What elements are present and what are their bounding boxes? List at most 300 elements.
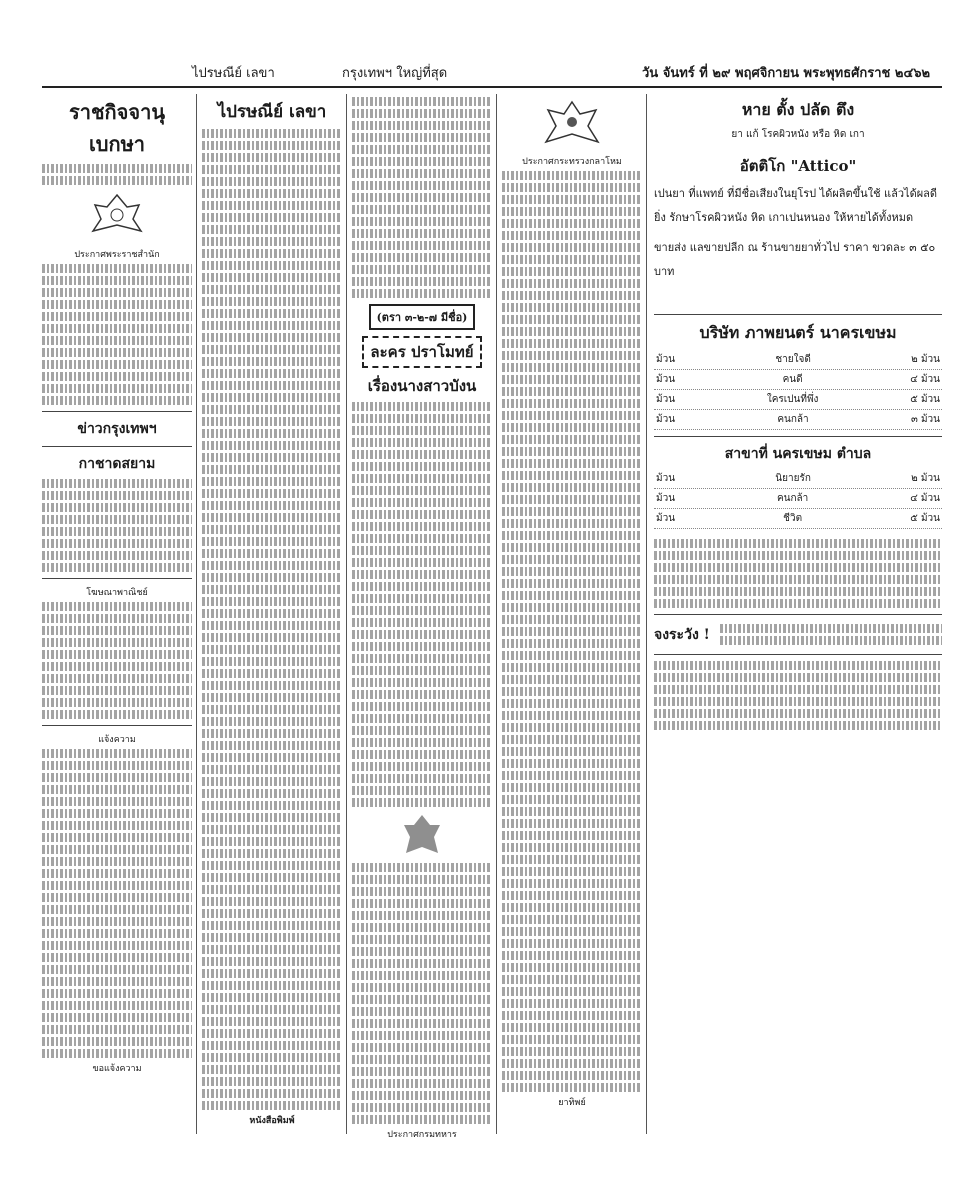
text-line [502, 603, 642, 612]
text-line [502, 519, 642, 528]
text-line [202, 705, 342, 714]
film-row: ม้วน คนกล้า ๓ ม้วน [654, 410, 942, 430]
text-line [202, 1029, 342, 1038]
text-line [352, 947, 492, 956]
page-header [42, 54, 942, 88]
text-line [42, 941, 192, 950]
text-line [352, 690, 492, 699]
text-line [502, 1071, 642, 1080]
text-line [352, 546, 492, 555]
text-line [352, 402, 492, 411]
crest-icon [400, 813, 444, 857]
text-line [352, 762, 492, 771]
masthead: ราชกิจจานุเบกษา [69, 100, 165, 156]
column-4-title: ประกาศกระทรวงกลาโหม [522, 157, 622, 167]
text-line [202, 801, 342, 810]
text-line [502, 891, 642, 900]
text-line [352, 1103, 492, 1112]
text-line [352, 594, 492, 603]
film-row: ม้วน นิยายรัก ๒ ม้วน [654, 469, 942, 489]
text-line [352, 510, 492, 519]
text-line [202, 237, 342, 246]
text-line [502, 483, 642, 492]
text-line [42, 809, 192, 818]
column-1-footer: ขอแจ้งความ [92, 1064, 142, 1074]
text-line [42, 686, 192, 695]
text-line [202, 1053, 342, 1062]
text-line [502, 435, 642, 444]
text-line [352, 642, 492, 651]
text-line [502, 807, 642, 816]
text-line [502, 411, 642, 420]
column-divider [346, 94, 347, 1134]
text-line [654, 575, 942, 584]
column-1 [42, 94, 192, 1134]
text-line [502, 291, 642, 300]
text-line [502, 459, 642, 468]
text-line [502, 711, 642, 720]
text-line [202, 885, 342, 894]
text-line [502, 579, 642, 588]
text-line [202, 609, 342, 618]
text-line [352, 863, 492, 872]
ad-subtitle: ยา แก้ โรคผิวหนัง หรือ หิด เกา [731, 129, 865, 140]
text-line [654, 697, 942, 706]
text-line [352, 289, 492, 298]
text-line [502, 303, 642, 312]
text-line [202, 165, 342, 174]
ad-product-title: อัตติโก "Attico" [739, 157, 857, 175]
text-line [352, 959, 492, 968]
text-line [42, 614, 192, 623]
text-line [42, 264, 192, 273]
text-line [352, 971, 492, 980]
section-royal-notice: ประกาศพระราชสำนัก [74, 250, 160, 260]
text-line [42, 1049, 192, 1058]
text-line [352, 121, 492, 130]
text-line [42, 881, 192, 890]
section-notice: แจ้งความ [98, 735, 136, 745]
text-line [352, 1043, 492, 1052]
price-box: (ตรา ๓-๒-๗ มีชื่อ) [369, 304, 476, 330]
text-line [352, 630, 492, 639]
text-line [352, 241, 492, 250]
text-line [202, 345, 342, 354]
text-line [42, 491, 192, 500]
text-line [202, 969, 342, 978]
text-line [42, 539, 192, 548]
text-line [202, 1017, 342, 1026]
text-line [352, 462, 492, 471]
text-line [654, 563, 942, 572]
text-line [42, 372, 192, 381]
text-line [352, 774, 492, 783]
text-line [42, 917, 192, 926]
text-line [502, 639, 642, 648]
text-line [202, 1065, 342, 1074]
text-line [202, 585, 342, 594]
text-line [352, 1067, 492, 1076]
text-line [202, 561, 342, 570]
text-line [654, 721, 942, 730]
text-line [202, 249, 342, 258]
text-line [502, 423, 642, 432]
text-line [42, 396, 192, 405]
text-line [352, 558, 492, 567]
text-line [202, 729, 342, 738]
text-line [202, 945, 342, 954]
text-line [502, 387, 642, 396]
text-line [502, 903, 642, 912]
text-line [202, 957, 342, 966]
text-line [202, 513, 342, 522]
text-line [202, 873, 342, 882]
text-line [42, 602, 192, 611]
text-line [202, 261, 342, 270]
text-line [202, 981, 342, 990]
text-line [202, 189, 342, 198]
text-line [502, 447, 642, 456]
text-line [502, 651, 642, 660]
text-line [654, 599, 942, 608]
text-line [202, 309, 342, 318]
text-line [42, 384, 192, 393]
text-line [502, 687, 642, 696]
text-line [42, 360, 192, 369]
text-line [502, 627, 642, 636]
text-line [42, 905, 192, 914]
text-line [42, 953, 192, 962]
text-line [42, 563, 192, 572]
text-line [42, 674, 192, 683]
text-line [352, 145, 492, 154]
text-line [202, 993, 342, 1002]
text-line [502, 339, 642, 348]
text-line [352, 1019, 492, 1028]
text-line [352, 738, 492, 747]
text-line [202, 717, 342, 726]
text-line [202, 357, 342, 366]
text-line [42, 710, 192, 719]
text-line [352, 714, 492, 723]
text-line [202, 657, 342, 666]
text-line [352, 798, 492, 807]
text-line [202, 741, 342, 750]
branch-title: สาขาที่ นครเขษม ตำบล [724, 446, 872, 462]
text-line [654, 709, 942, 718]
column-2 [202, 94, 342, 1134]
text-line [502, 351, 642, 360]
header-date: วัน จันทร์ ที่ ๒๙ พฤศจิกายน พระพุทธศักราช ๒๔๖๒ [642, 66, 931, 81]
text-line [352, 474, 492, 483]
text-line [502, 879, 642, 888]
text-line [202, 429, 342, 438]
theatre-box: ละคร ปราโมทย์ [362, 336, 481, 368]
text-line [42, 1013, 192, 1022]
text-line [502, 615, 642, 624]
column-divider [646, 94, 647, 1134]
text-line [502, 207, 642, 216]
text-line [502, 219, 642, 228]
text-line [202, 213, 342, 222]
text-line [502, 171, 642, 180]
text-line [502, 735, 642, 744]
text-line [502, 315, 642, 324]
film-row: ม้วน ใครเปนที่พึ่ง ๕ ม้วน [654, 390, 942, 410]
text-line [202, 537, 342, 546]
text-line [42, 324, 192, 333]
text-line [202, 273, 342, 282]
text-line [42, 638, 192, 647]
text-line [654, 551, 942, 560]
text-line [202, 849, 342, 858]
film-list [654, 350, 942, 430]
text-line [202, 297, 342, 306]
text-line [202, 813, 342, 822]
text-line [202, 1077, 342, 1086]
text-line [42, 989, 192, 998]
story-title: เรื่องนางสาวบังน [367, 377, 477, 395]
text-line [352, 786, 492, 795]
text-line [202, 225, 342, 234]
text-line [352, 414, 492, 423]
text-line [502, 855, 642, 864]
text-line [202, 381, 342, 390]
text-line [352, 654, 492, 663]
text-line [352, 438, 492, 447]
text-line [502, 759, 642, 768]
text-line [502, 363, 642, 372]
column-2-footer: หนังสือพิมพ์ [249, 1116, 295, 1126]
text-line [42, 479, 192, 488]
text-line [202, 753, 342, 762]
garuda-emblem-icon [542, 100, 602, 148]
text-line [502, 231, 642, 240]
column-4 [502, 94, 642, 1134]
text-line [42, 893, 192, 902]
text-line [502, 243, 642, 252]
text-line [202, 597, 342, 606]
text-line [352, 205, 492, 214]
text-line [352, 229, 492, 238]
text-line [42, 857, 192, 866]
text-line [202, 645, 342, 654]
text-line [502, 543, 642, 552]
text-line [352, 923, 492, 932]
text-line [502, 399, 642, 408]
text-line [720, 624, 942, 633]
text-line [720, 636, 942, 645]
text-line [202, 789, 342, 798]
text-line [502, 195, 642, 204]
text-line [202, 633, 342, 642]
column-3 [352, 94, 492, 1140]
ad-headline: หาย ตั้ง ปลัด ตึง [741, 100, 855, 119]
text-line [202, 669, 342, 678]
text-line [502, 1047, 642, 1056]
text-line [352, 534, 492, 543]
text-line [502, 507, 642, 516]
text-line [42, 698, 192, 707]
text-line [202, 909, 342, 918]
text-line [42, 821, 192, 830]
text-line [202, 825, 342, 834]
text-line [502, 1035, 642, 1044]
text-line [502, 1083, 642, 1092]
text-line [42, 761, 192, 770]
film-row: ม้วน คนดี ๔ ม้วน [654, 370, 942, 390]
text-line [202, 1101, 342, 1110]
film-row: ม้วน ชายใจดี ๒ ม้วน [654, 350, 942, 370]
column-5 [654, 94, 942, 1134]
text-line [42, 176, 192, 185]
text-line [42, 336, 192, 345]
column-2-title: ไปรษณีย์ เลขา [217, 102, 327, 122]
text-line [202, 285, 342, 294]
text-line [502, 831, 642, 840]
text-line [502, 963, 642, 972]
text-line [202, 897, 342, 906]
text-line [352, 97, 492, 106]
text-line [202, 405, 342, 414]
text-line [202, 693, 342, 702]
text-line [352, 450, 492, 459]
text-line [352, 1031, 492, 1040]
text-line [352, 983, 492, 992]
text-line [42, 650, 192, 659]
text-line [352, 522, 492, 531]
text-line [502, 663, 642, 672]
text-line [202, 201, 342, 210]
text-line [202, 921, 342, 930]
text-line [352, 486, 492, 495]
text-line [352, 1079, 492, 1088]
text-line [42, 797, 192, 806]
text-line [202, 933, 342, 942]
text-line [202, 477, 342, 486]
header-mid-text: กรุงเทพฯ ใหญ่ที่สุด [342, 66, 448, 81]
text-line [352, 606, 492, 615]
text-line [502, 915, 642, 924]
header-left-text: ไปรษณีย์ เลขา [192, 66, 275, 81]
text-line [352, 726, 492, 735]
text-line [502, 1023, 642, 1032]
text-line [42, 348, 192, 357]
text-line [502, 927, 642, 936]
text-line [42, 503, 192, 512]
text-line [352, 899, 492, 908]
text-line [502, 723, 642, 732]
column-4-footer: ยาทิพย์ [558, 1098, 586, 1108]
text-line [202, 1041, 342, 1050]
text-line [352, 265, 492, 274]
text-line [502, 1059, 642, 1068]
text-line [42, 1037, 192, 1046]
text-line [202, 129, 342, 138]
text-line [502, 675, 642, 684]
text-line [202, 453, 342, 462]
text-line [352, 181, 492, 190]
text-line [202, 1089, 342, 1098]
text-line [502, 975, 642, 984]
text-line [42, 164, 192, 173]
text-line [352, 253, 492, 262]
text-line [502, 255, 642, 264]
text-line [352, 277, 492, 286]
text-line [42, 845, 192, 854]
text-line [502, 279, 642, 288]
text-line [502, 1011, 642, 1020]
film-list-2 [654, 469, 942, 529]
text-line [502, 699, 642, 708]
text-line [502, 951, 642, 960]
text-line [654, 539, 942, 548]
text-line [42, 515, 192, 524]
text-line [42, 965, 192, 974]
text-line [502, 375, 642, 384]
text-line [502, 327, 642, 336]
text-line [202, 321, 342, 330]
text-line [502, 771, 642, 780]
text-line [42, 833, 192, 842]
text-line [352, 169, 492, 178]
text-line [202, 1005, 342, 1014]
text-line [42, 312, 192, 321]
text-line [502, 471, 642, 480]
text-line [502, 999, 642, 1008]
text-line [42, 626, 192, 635]
text-line [352, 750, 492, 759]
section-bangkok-news: ข่าวกรุงเทพฯ [77, 421, 157, 437]
text-line [352, 217, 492, 226]
text-line [502, 843, 642, 852]
text-line [202, 837, 342, 846]
text-line [202, 369, 342, 378]
text-line [42, 276, 192, 285]
text-line [502, 867, 642, 876]
text-line [202, 549, 342, 558]
column-divider [496, 94, 497, 1134]
text-line [202, 621, 342, 630]
text-line [42, 977, 192, 986]
text-line [352, 911, 492, 920]
text-line [202, 777, 342, 786]
text-line [352, 1091, 492, 1100]
text-line [202, 465, 342, 474]
text-line [202, 501, 342, 510]
text-line [502, 567, 642, 576]
text-line [42, 785, 192, 794]
text-line [352, 995, 492, 1004]
text-line [202, 525, 342, 534]
text-line [502, 795, 642, 804]
text-line [42, 551, 192, 560]
text-line [654, 587, 942, 596]
text-line [502, 495, 642, 504]
text-line [502, 591, 642, 600]
text-line [42, 527, 192, 536]
film-row: ม้วน คนกล้า ๔ ม้วน [654, 489, 942, 509]
text-line [202, 141, 342, 150]
text-line [202, 489, 342, 498]
text-line [42, 749, 192, 758]
text-line [502, 531, 642, 540]
text-line [42, 1001, 192, 1010]
text-line [202, 333, 342, 342]
text-line [202, 765, 342, 774]
text-line [502, 939, 642, 948]
text-line [202, 393, 342, 402]
